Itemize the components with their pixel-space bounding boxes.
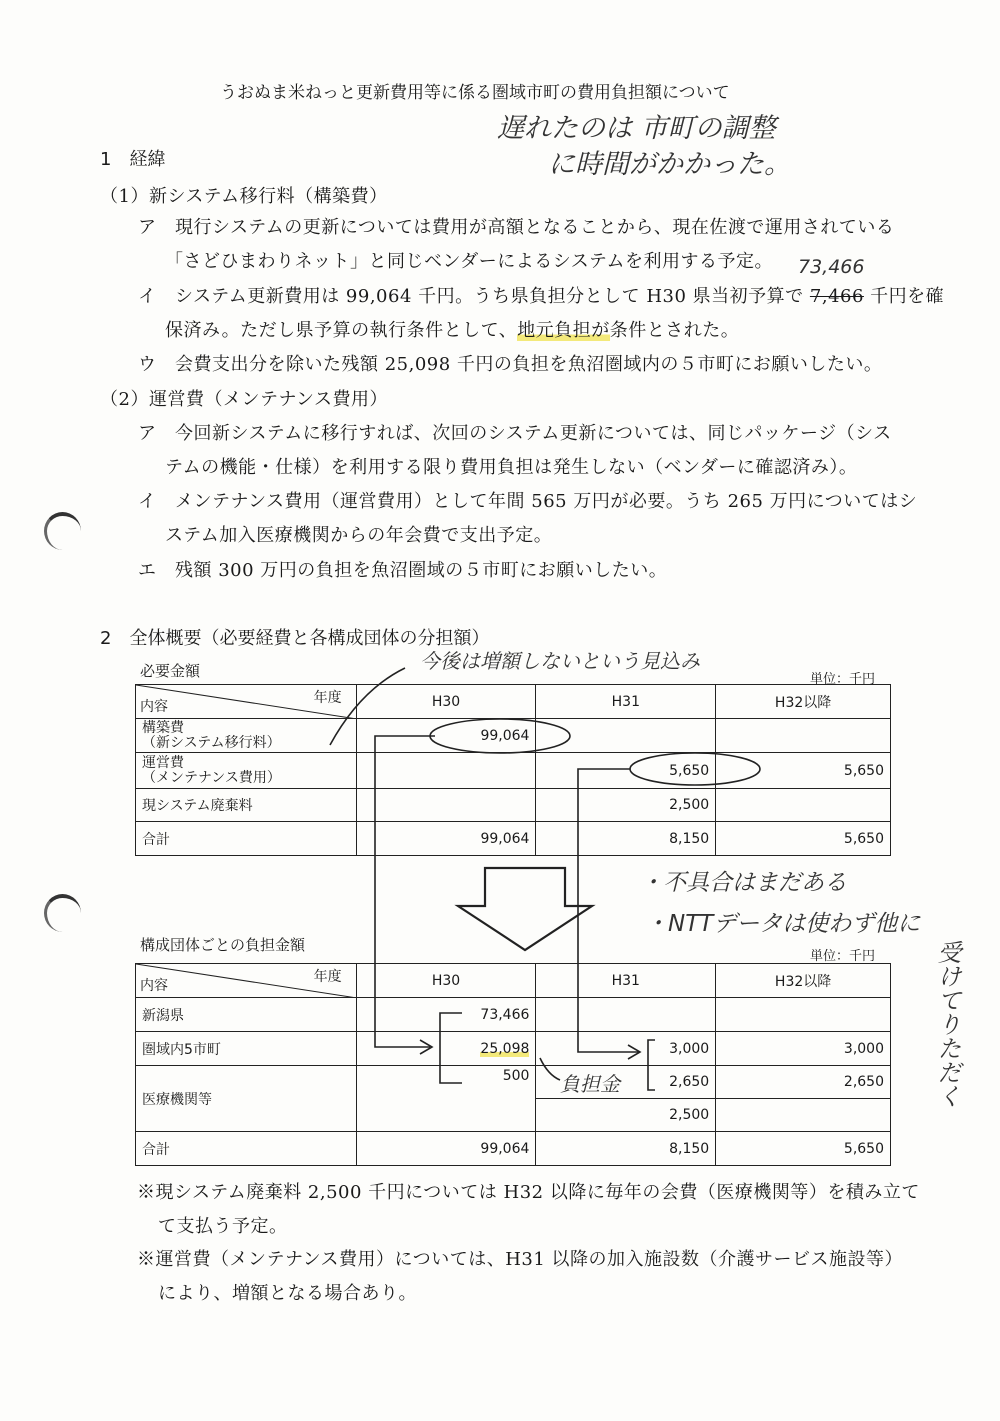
item-a-line1: ア 現行システムの更新については費用が高額となることから、現在佐渡で運用されている <box>138 217 895 238</box>
item-i-line1-pre: イ システム更新費用は 99,064 千円。うち県負担分として H30 県当初予算で <box>138 286 810 307</box>
cell <box>356 789 536 822</box>
cell: 99,064 <box>356 1132 536 1166</box>
big-down-arrow <box>458 868 592 950</box>
row-label: 新潟県 <box>136 998 357 1032</box>
item-b-e-line: エ 残額 300 万円の負担を魚沼圏域の５市町にお願いしたい。 <box>138 560 668 581</box>
row-label: 合計 <box>136 822 357 856</box>
header-year: 年度 <box>313 690 342 706</box>
burden-table <box>135 963 891 1166</box>
note-1-line1: ※現システム廃棄料 2,500 千円については H32 以降に毎年の会費（医療機関等）を積み立て <box>137 1182 920 1203</box>
page-title: うおぬま米ねっと更新費用等に係る圏域市町の費用負担額について <box>220 83 730 103</box>
cell: 99,064 <box>356 719 536 753</box>
item-i-line2 <box>165 316 739 342</box>
note-2-line1: ※運営費（メンテナンス費用）については、H31 以降の加入施設数（介護サービス施設等） <box>137 1249 904 1270</box>
handwritten-vertical: 受けてりただく <box>933 940 961 1108</box>
item-i-line2-post: 条件とされた。 <box>609 320 740 341</box>
item-i-line2-pre: 保済み。ただし県予算の執行条件として、 <box>165 320 518 341</box>
item-i-line1-post: 千円を確 <box>863 286 945 307</box>
row-label: 圏域内5市町 <box>136 1032 357 1066</box>
row-sublabel: （メンテナンス費用） <box>142 769 281 786</box>
table-row <box>136 822 891 856</box>
struck-amount: 7,466 <box>809 286 864 307</box>
handwritten-issues-1: ・不具合はまだある <box>640 870 847 896</box>
cell: 5,650 <box>716 1132 891 1166</box>
section-1-sub-2: （2）運営費（メンテナンス費用） <box>100 389 389 410</box>
row-label: 医療機関等 <box>136 1066 357 1132</box>
col-h30: H30 <box>356 964 536 998</box>
handwritten-no-increase: 今後は増額しないという見込み <box>420 649 700 673</box>
table-row <box>136 1132 891 1166</box>
section-2-heading: 2 全体概要（必要経費と各構成団体の分担額） <box>100 628 490 649</box>
cell <box>716 719 891 753</box>
cell <box>716 789 891 822</box>
col-h30: H30 <box>356 685 536 719</box>
row-label: 現システム廃棄料 <box>136 789 357 822</box>
cell: 2,500 <box>536 1099 716 1132</box>
note-2-line2: により、増額となる場合あり。 <box>158 1283 417 1304</box>
cell: 8,150 <box>536 1132 716 1166</box>
section-1-sub-1: （1）新システム移行料（構築費） <box>100 186 388 207</box>
cell <box>536 998 716 1032</box>
handwritten-issues-2: ・NTTデータは使わず他に <box>645 911 921 937</box>
cell: 73,466 <box>356 998 536 1032</box>
table-1-corner <box>136 685 357 719</box>
item-a-line2: 「さどひまわりネット」と同じベンダーによるシステムを利用する予定。 <box>165 251 773 272</box>
cell: 2,500 <box>536 789 716 822</box>
punch-hole-upper <box>44 512 81 550</box>
handwritten-burden: 負担金 <box>560 1072 620 1096</box>
highlighted-cities-amount: 25,098 <box>480 1040 530 1057</box>
section-1-heading: 1 経緯 <box>100 149 166 170</box>
cell <box>716 998 891 1032</box>
cell: 2,650 <box>716 1066 891 1099</box>
table-2-title: 構成団体ごとの負担金額 <box>140 936 306 954</box>
cell <box>356 1032 536 1066</box>
table-row <box>136 1032 891 1066</box>
highlighted-local-burden: 地元負担が <box>517 320 610 341</box>
cell: 8,150 <box>536 822 716 856</box>
header-item: 内容 <box>140 978 168 994</box>
cell: 3,000 <box>716 1032 891 1066</box>
note-1-line2: て支払う予定。 <box>158 1216 288 1237</box>
row-label: 運営費 <box>142 754 184 771</box>
cell: 99,064 <box>356 822 536 856</box>
cell: 5,650 <box>716 753 891 789</box>
punch-hole-lower <box>44 894 81 932</box>
item-b-i-line2: ステム加入医療機関からの年会費で支出予定。 <box>165 525 553 546</box>
table-row <box>136 998 891 1032</box>
col-h31: H31 <box>536 685 716 719</box>
item-u-line: ウ 会費支出分を除いた残額 25,098 千円の負担を魚沼圏域内の５市町にお願いしたい。 <box>138 354 883 375</box>
cell <box>356 753 536 789</box>
table-2-unit: 単位：千円 <box>810 949 876 964</box>
row-label: 構築費 <box>142 719 184 736</box>
col-h32: H32以降 <box>716 685 891 719</box>
table-row <box>136 789 891 822</box>
row-label: 合計 <box>136 1132 357 1166</box>
cell <box>716 1099 891 1132</box>
cell: 5,650 <box>716 822 891 856</box>
handwritten-budget-fix: 73,466 <box>798 256 865 278</box>
item-b-i-line1: イ メンテナンス費用（運営費用）として年間 565 万円が必要。うち 265 万円についてはシ <box>138 491 918 512</box>
required-amount-table <box>135 684 891 856</box>
cell: 5,650 <box>536 753 716 789</box>
item-b-a-line2: テムの機能・仕様）を利用する限り費用負担は発生しない（ベンダーに確認済み）。 <box>165 457 858 478</box>
handwritten-note-1: 遅れたのは 市町の調整 <box>497 113 776 144</box>
cell: 3,000 <box>536 1032 716 1066</box>
handwritten-note-2: に時間がかかった。 <box>548 149 791 180</box>
header-year: 年度 <box>313 969 342 985</box>
cell: 2,650 <box>536 1066 716 1099</box>
table-row <box>136 1066 891 1099</box>
table-2-corner <box>136 964 357 998</box>
cell <box>536 719 716 753</box>
item-i-line1 <box>138 282 944 308</box>
table-row <box>136 719 891 753</box>
row-sublabel: （新システム移行料） <box>142 734 281 751</box>
col-h31: H31 <box>536 964 716 998</box>
header-item: 内容 <box>140 699 168 715</box>
item-b-a-line1: ア 今回新システムに移行すれば、次回のシステム更新については、同じパッケージ（シス <box>138 423 892 444</box>
cell: 500 <box>356 1066 536 1132</box>
table-row <box>136 753 891 789</box>
table-1-title: 必要金額 <box>140 662 201 680</box>
table-1-unit: 単位：千円 <box>810 672 876 687</box>
col-h32: H32以降 <box>716 964 891 998</box>
